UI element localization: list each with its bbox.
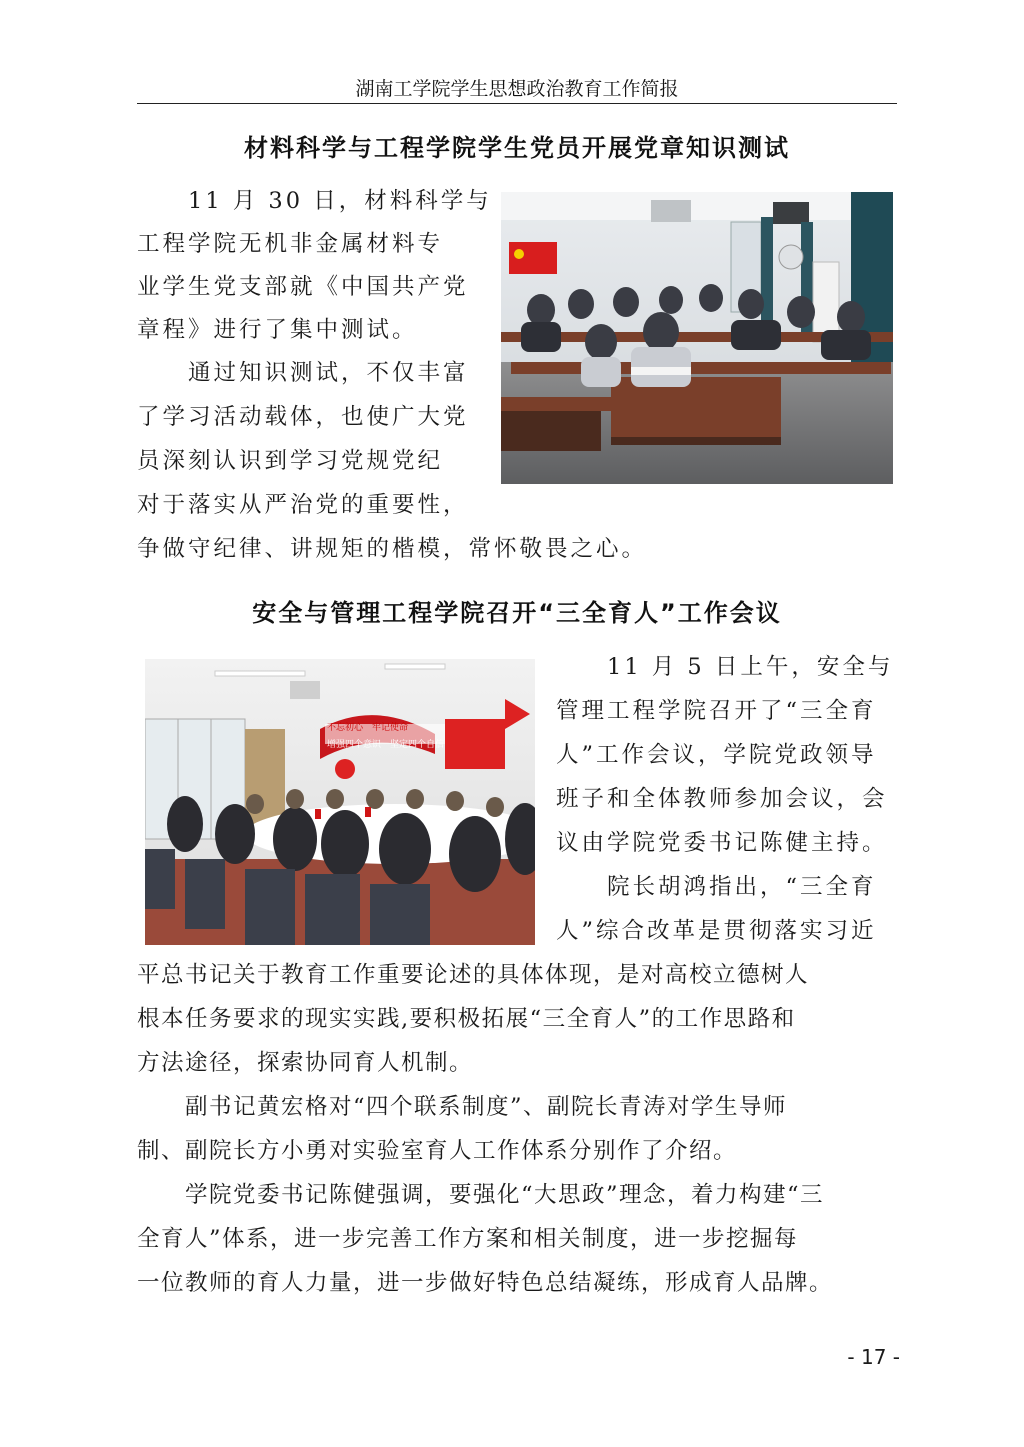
header-divider [137,103,897,104]
classroom-test-photo [501,192,893,484]
article2-line: 人”综合改革是贯彻落实习近 [556,918,877,944]
article2-full-line: 制、副院长方小勇对实验室育人工作体系分别作了介绍。 [137,1138,738,1164]
article2-full-line: 全育人”体系，进一步完善工作方案和相关制度，进一步挖掘每 [137,1226,799,1252]
article2-line: 11 月 5 日上午，安全与 [556,654,894,680]
journal-header: 湖南工学院学生思想政治教育工作简报 [355,78,679,100]
article2-full-line: 副书记黄宏格对“四个联系制度”、副院长青涛对学生导师 [137,1094,788,1120]
article2-line: 管理工程学院召开了“三全育 [556,698,877,724]
article1-line: 11 月 30 日，材料科学与 [137,188,492,214]
article2-line: 班子和全体教师参加会议，会 [556,786,888,812]
article1-line: 对于落实从严治党的重要性， [137,492,469,518]
article2-full-line: 一位教师的育人力量，进一步做好特色总结凝练，形成育人品牌。 [137,1270,834,1296]
article2-title: 安全与管理工程学院召开“三全育人”工作会议 [252,599,782,627]
article1-line: 了学习活动载体，也使广大党 [137,404,469,430]
article1-line: 通过知识测试，不仅丰富 [137,360,469,386]
wall-slogan-1: 不忘初心 牢记使命 [327,723,409,733]
article2-full-line: 根本任务要求的现实实践,要积极拓展“三全育人”的工作思路和 [137,1006,796,1032]
article1-title: 材料科学与工程学院学生党员开展党章知识测试 [244,134,790,162]
article2-line: 人”工作会议，学院党政领导 [556,742,877,768]
article1-line: 工程学院无机非金属材料专 [137,231,444,257]
article2-line: 院长胡鸿指出，“三全育 [556,874,877,900]
article2-full-line: 方法途径，探索协同育人机制。 [137,1050,474,1076]
article1-line: 争做守纪律、讲规矩的楷模，常怀敬畏之心。 [137,536,648,562]
article1-line: 章程》进行了集中测试。 [137,317,418,343]
article2-line: 议由学院党委书记陈健主持。 [556,830,888,856]
page-number: - 17 - [847,1345,900,1369]
article2-full-line: 平总书记关于教育工作重要论述的具体体现，是对高校立德树人 [137,962,810,988]
meeting-photo [145,659,535,945]
article2-full-line: 学院党委书记陈健强调，要强化“大思政”理念，着力构建“三 [137,1182,825,1208]
article1-line: 业学生党支部就《中国共产党 [137,274,469,300]
wall-slogan-2: 增强四个意识 坚定四个自信 [327,740,445,750]
article1-line: 员深刻认识到学习党规党纪 [137,448,444,474]
